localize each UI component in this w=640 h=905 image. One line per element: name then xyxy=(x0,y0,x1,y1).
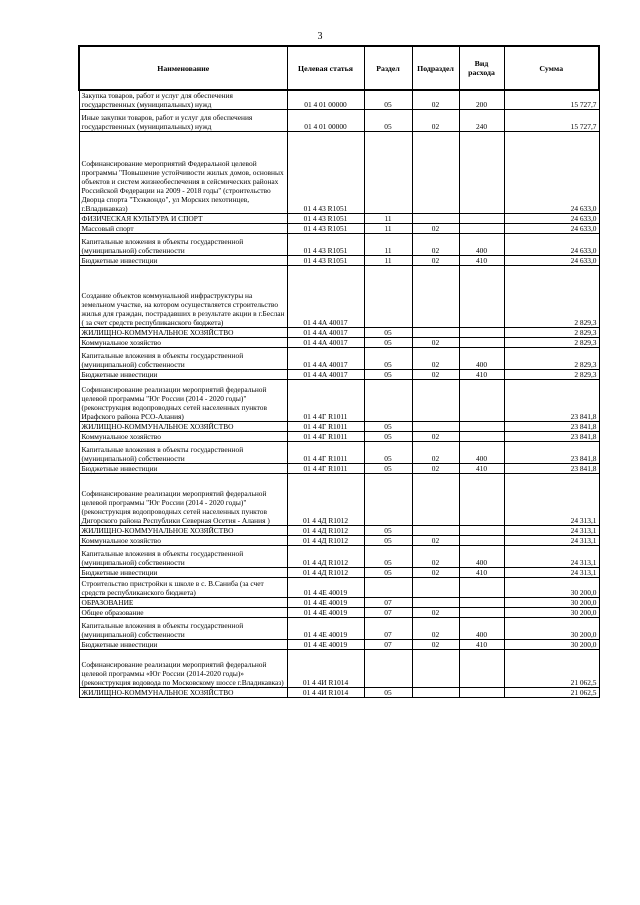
cell-name: Общее образование xyxy=(79,608,287,618)
cell-subsection xyxy=(412,422,459,432)
table-row xyxy=(79,110,599,132)
cell-name: Капитальные вложения в объекты государственной (муниципальной) собственности xyxy=(79,348,287,370)
cell-amount: 30 200,0 xyxy=(504,640,599,650)
cell-target: 01 4 4А 40017 xyxy=(287,348,364,370)
table-row xyxy=(79,234,599,256)
cell-section: 05 xyxy=(364,432,412,442)
cell-name: Капитальные вложения в объекты государственной (муниципальной) собственности xyxy=(79,234,287,256)
cell-amount: 24 313,1 xyxy=(504,474,599,526)
cell-subsection xyxy=(412,266,459,328)
cell-name: Закупка товаров, работ и услуг для обеспечения государственных (муниципальных) нужд xyxy=(79,90,287,110)
table-row xyxy=(79,338,599,348)
cell-section xyxy=(364,650,412,688)
cell-section: 11 xyxy=(364,234,412,256)
cell-target: 01 4 4Е 40019 xyxy=(287,640,364,650)
cell-amount: 2 829,3 xyxy=(504,266,599,328)
cell-exptype xyxy=(459,608,504,618)
cell-exptype xyxy=(459,380,504,422)
cell-amount: 2 829,3 xyxy=(504,370,599,380)
cell-exptype xyxy=(459,526,504,536)
cell-subsection: 02 xyxy=(412,640,459,650)
cell-subsection xyxy=(412,578,459,598)
cell-amount: 30 200,0 xyxy=(504,608,599,618)
cell-subsection xyxy=(412,380,459,422)
cell-exptype: 200 xyxy=(459,90,504,110)
cell-exptype: 410 xyxy=(459,640,504,650)
cell-amount: 24 633,0 xyxy=(504,132,599,214)
cell-subsection xyxy=(412,214,459,224)
cell-name: Софинансирование реализации мероприятий федеральной целевой программы "Юг России (2014 - 2020 годы)" (реконструкция водопроводных сетей населенных пунктов Дигорского района Республики Северная Осетия - Алания ) xyxy=(79,474,287,526)
cell-section: 07 xyxy=(364,640,412,650)
cell-exptype xyxy=(459,650,504,688)
cell-exptype xyxy=(459,422,504,432)
cell-subsection xyxy=(412,526,459,536)
cell-amount: 24 313,1 xyxy=(504,568,599,578)
cell-amount: 23 841,8 xyxy=(504,464,599,474)
cell-name: Коммунальное хозяйство xyxy=(79,536,287,546)
cell-name: Строительство пристройки к школе в с. В.Саниба (за счет средств республиканского бюджета) xyxy=(79,578,287,598)
cell-target: 01 4 43 R1051 xyxy=(287,234,364,256)
cell-subsection xyxy=(412,328,459,338)
cell-exptype xyxy=(459,432,504,442)
cell-target: 01 4 43 R1051 xyxy=(287,132,364,214)
cell-section: 05 xyxy=(364,90,412,110)
cell-name: ФИЗИЧЕСКАЯ КУЛЬТУРА И СПОРТ xyxy=(79,214,287,224)
table-row xyxy=(79,546,599,568)
header-target: Целевая статья xyxy=(287,46,364,90)
cell-section: 05 xyxy=(364,546,412,568)
cell-exptype xyxy=(459,536,504,546)
cell-amount: 15 727,7 xyxy=(504,90,599,110)
cell-name: ЖИЛИЩНО-КОММУНАЛЬНОЕ ХОЗЯЙСТВО xyxy=(79,688,287,698)
cell-name: Бюджетные инвестиции xyxy=(79,464,287,474)
table-row xyxy=(79,266,599,328)
cell-amount: 24 633,0 xyxy=(504,234,599,256)
cell-amount: 30 200,0 xyxy=(504,578,599,598)
cell-subsection: 02 xyxy=(412,224,459,234)
cell-target: 01 4 4А 40017 xyxy=(287,328,364,338)
budget-table xyxy=(78,45,600,698)
cell-section: 07 xyxy=(364,598,412,608)
cell-target: 01 4 4Е 40019 xyxy=(287,598,364,608)
table-row xyxy=(79,132,599,214)
table-row xyxy=(79,618,599,640)
header-name: Наименование xyxy=(79,46,287,90)
cell-subsection: 02 xyxy=(412,464,459,474)
cell-name: Коммунальное хозяйство xyxy=(79,432,287,442)
cell-exptype: 410 xyxy=(459,370,504,380)
cell-subsection: 02 xyxy=(412,546,459,568)
cell-amount: 2 829,3 xyxy=(504,348,599,370)
cell-section: 05 xyxy=(364,526,412,536)
table-row xyxy=(79,474,599,526)
table-row xyxy=(79,568,599,578)
cell-section: 05 xyxy=(364,338,412,348)
cell-target: 01 4 4Д R1012 xyxy=(287,546,364,568)
table-row xyxy=(79,608,599,618)
cell-section: 05 xyxy=(364,370,412,380)
cell-name: Бюджетные инвестиции xyxy=(79,370,287,380)
table-row xyxy=(79,640,599,650)
cell-amount: 21 062,5 xyxy=(504,688,599,698)
cell-name: Создание объектов коммунальной инфраструктуры на земельном участке, на котором осуществляется строительство жилья для граждан, пострадавших в результате акции в г.Беслан ( за счет средств республиканского бюджета) xyxy=(79,266,287,328)
cell-name: Капитальные вложения в объекты государственной (муниципальной) собственности xyxy=(79,618,287,640)
table-row xyxy=(79,224,599,234)
cell-section: 07 xyxy=(364,608,412,618)
header-amount: Сумма xyxy=(504,46,599,90)
cell-target: 01 4 4И R1014 xyxy=(287,688,364,698)
table-row xyxy=(79,432,599,442)
cell-target: 01 4 43 R1051 xyxy=(287,256,364,266)
table-row xyxy=(79,536,599,546)
table-row xyxy=(79,370,599,380)
cell-subsection: 02 xyxy=(412,370,459,380)
cell-exptype xyxy=(459,214,504,224)
cell-amount: 30 200,0 xyxy=(504,598,599,608)
cell-section: 07 xyxy=(364,618,412,640)
table-row xyxy=(79,464,599,474)
cell-subsection: 02 xyxy=(412,90,459,110)
cell-exptype: 410 xyxy=(459,568,504,578)
cell-amount: 24 633,0 xyxy=(504,256,599,266)
cell-amount: 24 313,1 xyxy=(504,536,599,546)
cell-section xyxy=(364,266,412,328)
cell-section: 11 xyxy=(364,224,412,234)
cell-section: 05 xyxy=(364,568,412,578)
cell-target: 01 4 4Е 40019 xyxy=(287,578,364,598)
cell-section xyxy=(364,474,412,526)
table-row xyxy=(79,214,599,224)
cell-amount: 24 633,0 xyxy=(504,224,599,234)
cell-exptype: 400 xyxy=(459,618,504,640)
cell-amount: 23 841,8 xyxy=(504,442,599,464)
cell-target: 01 4 4Е 40019 xyxy=(287,618,364,640)
header-exptype: Вид расхода xyxy=(459,46,504,90)
cell-name: Капитальные вложения в объекты государственной (муниципальной) собственности xyxy=(79,546,287,568)
cell-target: 01 4 4Д R1012 xyxy=(287,568,364,578)
table-row xyxy=(79,578,599,598)
cell-section xyxy=(364,132,412,214)
table-row xyxy=(79,90,599,110)
cell-exptype xyxy=(459,328,504,338)
cell-target: 01 4 4А 40017 xyxy=(287,266,364,328)
cell-target: 01 4 4И R1014 xyxy=(287,650,364,688)
cell-exptype: 240 xyxy=(459,110,504,132)
cell-amount: 24 313,1 xyxy=(504,546,599,568)
cell-subsection: 02 xyxy=(412,536,459,546)
cell-amount: 23 841,8 xyxy=(504,422,599,432)
cell-target: 01 4 4Д R1012 xyxy=(287,474,364,526)
cell-subsection xyxy=(412,650,459,688)
cell-name: Капитальные вложения в объекты государственной (муниципальной) собственности xyxy=(79,442,287,464)
cell-name: Бюджетные инвестиции xyxy=(79,568,287,578)
cell-target: 01 4 4Г R1011 xyxy=(287,380,364,422)
cell-exptype xyxy=(459,338,504,348)
cell-section xyxy=(364,380,412,422)
cell-subsection: 02 xyxy=(412,442,459,464)
cell-amount: 24 633,0 xyxy=(504,214,599,224)
cell-target: 01 4 4Г R1011 xyxy=(287,432,364,442)
cell-target: 01 4 4Д R1012 xyxy=(287,526,364,536)
table-row xyxy=(79,328,599,338)
cell-section: 05 xyxy=(364,422,412,432)
cell-section: 05 xyxy=(364,110,412,132)
cell-target: 01 4 43 R1051 xyxy=(287,214,364,224)
table-row xyxy=(79,598,599,608)
cell-exptype: 400 xyxy=(459,546,504,568)
table-row xyxy=(79,442,599,464)
table-row xyxy=(79,650,599,688)
table-row xyxy=(79,256,599,266)
cell-section: 05 xyxy=(364,536,412,546)
cell-name: Коммунальное хозяйство xyxy=(79,338,287,348)
cell-subsection: 02 xyxy=(412,338,459,348)
cell-name: Софинансирование реализации мероприятий федеральной целевой программы «Юг России (2014-2020 годы)» (реконструкция водовода по Московскому шоссе г.Владикавказ) xyxy=(79,650,287,688)
cell-target: 01 4 01 00000 xyxy=(287,110,364,132)
cell-target: 01 4 4Г R1011 xyxy=(287,442,364,464)
cell-amount: 2 829,3 xyxy=(504,328,599,338)
table-row xyxy=(79,348,599,370)
cell-target: 01 4 4Д R1012 xyxy=(287,536,364,546)
cell-amount: 21 062,5 xyxy=(504,650,599,688)
cell-subsection: 02 xyxy=(412,348,459,370)
cell-exptype: 400 xyxy=(459,348,504,370)
cell-target: 01 4 4А 40017 xyxy=(287,338,364,348)
cell-subsection: 02 xyxy=(412,432,459,442)
cell-subsection: 02 xyxy=(412,256,459,266)
cell-name: ОБРАЗОВАНИЕ xyxy=(79,598,287,608)
cell-amount: 23 841,8 xyxy=(504,380,599,422)
cell-target: 01 4 4А 40017 xyxy=(287,370,364,380)
cell-section: 05 xyxy=(364,464,412,474)
cell-target: 01 4 4Г R1011 xyxy=(287,422,364,432)
cell-section: 05 xyxy=(364,442,412,464)
cell-name: ЖИЛИЩНО-КОММУНАЛЬНОЕ ХОЗЯЙСТВО xyxy=(79,422,287,432)
cell-name: Массовый спорт xyxy=(79,224,287,234)
cell-section: 11 xyxy=(364,256,412,266)
table-row xyxy=(79,422,599,432)
cell-amount: 2 829,3 xyxy=(504,338,599,348)
cell-exptype: 400 xyxy=(459,442,504,464)
cell-subsection xyxy=(412,598,459,608)
cell-subsection xyxy=(412,688,459,698)
cell-subsection: 02 xyxy=(412,608,459,618)
table-row xyxy=(79,688,599,698)
cell-subsection: 02 xyxy=(412,110,459,132)
cell-subsection: 02 xyxy=(412,234,459,256)
cell-name: ЖИЛИЩНО-КОММУНАЛЬНОЕ ХОЗЯЙСТВО xyxy=(79,328,287,338)
cell-amount: 24 313,1 xyxy=(504,526,599,536)
cell-section: 11 xyxy=(364,214,412,224)
cell-target: 01 4 4Е 40019 xyxy=(287,608,364,618)
cell-exptype xyxy=(459,688,504,698)
cell-name: ЖИЛИЩНО-КОММУНАЛЬНОЕ ХОЗЯЙСТВО xyxy=(79,526,287,536)
header-section: Раздел xyxy=(364,46,412,90)
table-header-row xyxy=(79,46,599,90)
cell-exptype xyxy=(459,224,504,234)
table-row xyxy=(79,526,599,536)
cell-section: 05 xyxy=(364,328,412,338)
table-row xyxy=(79,380,599,422)
cell-name: Софинансирование реализации мероприятий федеральной целевой программы "Юг России (2014 - 2020 годы)" (реконструкция водопроводных сетей населенных пунктов Ирафского района РСО-Алания) xyxy=(79,380,287,422)
cell-exptype xyxy=(459,578,504,598)
cell-exptype xyxy=(459,474,504,526)
cell-section: 05 xyxy=(364,348,412,370)
cell-subsection xyxy=(412,132,459,214)
cell-target: 01 4 43 R1051 xyxy=(287,224,364,234)
cell-subsection xyxy=(412,474,459,526)
cell-name: Софинансирование мероприятий Федеральной целевой программы "Повышение устойчивости жилых домов, основных объектов и систем жизнеобеспечения в сейсмических районах Российской Федерации на 2009 - 2018 годы" (строительство Дворца спорта "Тхэквондо", ул Морских пехотинцев, г.Владикавказ) xyxy=(79,132,287,214)
cell-subsection: 02 xyxy=(412,568,459,578)
cell-amount: 23 841,8 xyxy=(504,432,599,442)
header-subsection: Подраздел xyxy=(412,46,459,90)
cell-exptype xyxy=(459,598,504,608)
cell-exptype: 410 xyxy=(459,464,504,474)
cell-section: 05 xyxy=(364,688,412,698)
cell-exptype: 410 xyxy=(459,256,504,266)
cell-amount: 15 727,7 xyxy=(504,110,599,132)
cell-exptype xyxy=(459,266,504,328)
cell-exptype: 400 xyxy=(459,234,504,256)
cell-exptype xyxy=(459,132,504,214)
cell-name: Бюджетные инвестиции xyxy=(79,640,287,650)
page-number: 3 xyxy=(317,31,323,42)
cell-target: 01 4 4Г R1011 xyxy=(287,464,364,474)
table-body xyxy=(79,90,599,698)
cell-subsection: 02 xyxy=(412,618,459,640)
cell-section xyxy=(364,578,412,598)
cell-name: Иные закупки товаров, работ и услуг для обеспечения государственных (муниципальных) нужд xyxy=(79,110,287,132)
cell-name: Бюджетные инвестиции xyxy=(79,256,287,266)
cell-target: 01 4 01 00000 xyxy=(287,90,364,110)
cell-amount: 30 200,0 xyxy=(504,618,599,640)
